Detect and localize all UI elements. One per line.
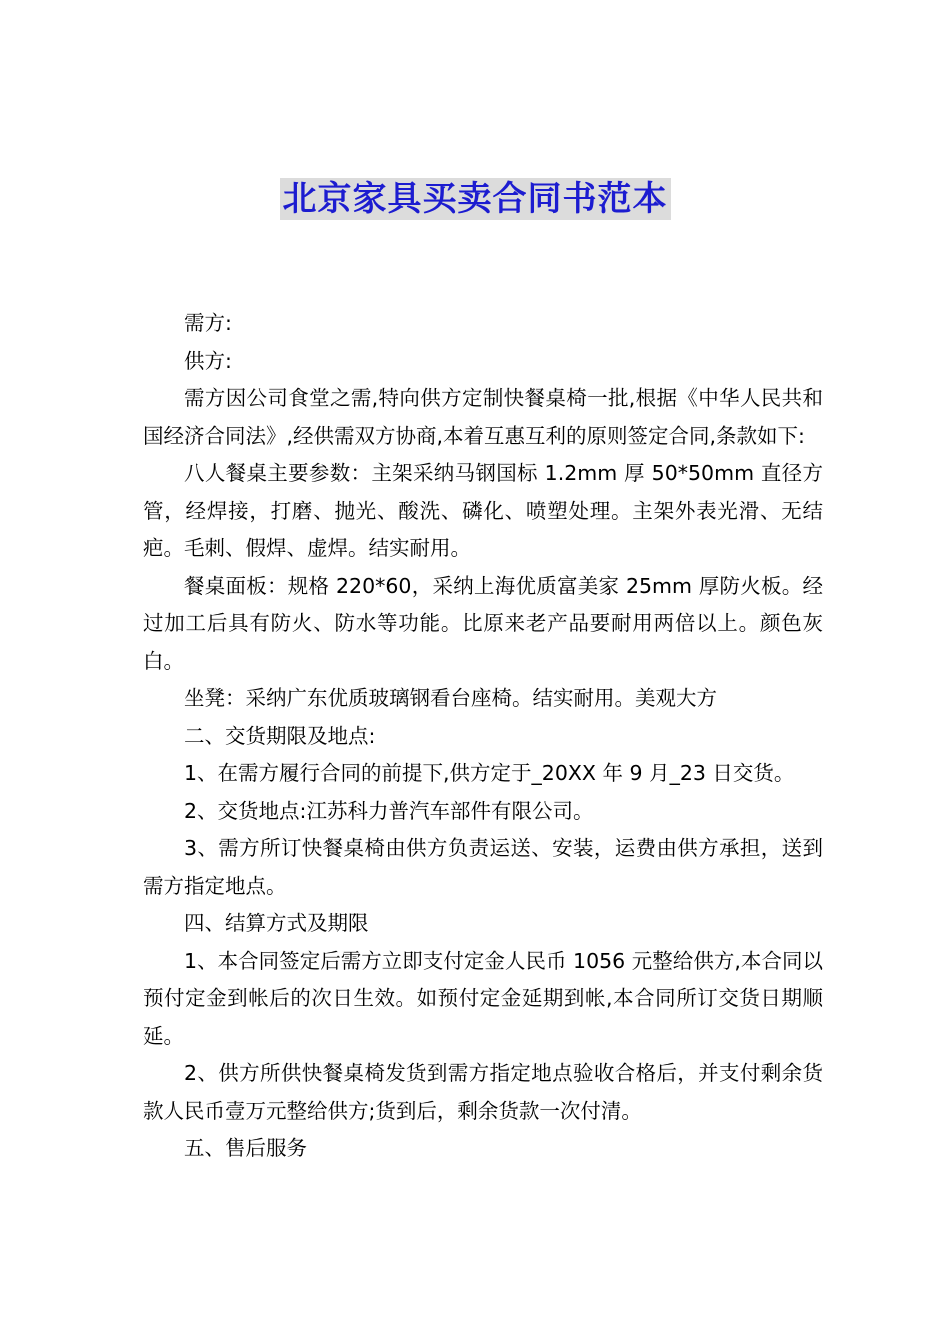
paragraph-delivery-transport: 3、需方所订快餐桌椅由供方负责运送、安装，运费由供方承担，送到需方指定地点。 [143,836,823,898]
paragraph-seats: 坐凳：采纳广东优质玻璃钢看台座椅。结实耐用。美观大方 [184,686,717,710]
title-container [0,178,950,220]
section-heading-after-sales: 五、售后服务 [184,1136,307,1160]
paragraph-delivery-location: 2、交货地点:江苏科力普汽车部件有限公司。 [184,798,594,823]
paragraph-supplier: 供方: [184,348,232,373]
section-heading-settlement: 四、结算方式及期限 [184,911,369,935]
paragraph-delivery-date: 1、在需方履行合同的前提下,供方定于_20XX 年 9 月_23 日交货。 [184,761,795,785]
document-title: 北京家具买卖合同书范本 [280,178,671,220]
paragraph-demander: 需方: [184,311,232,335]
paragraph-deposit: 1、本合同签定后需方立即支付定金人民币 1056 元整给供方,本合同以预付定金到帐后的次日生效。如预付定金延期到帐,本合同所订交货日期顺延。 [143,948,823,1048]
paragraph-table-top: 餐桌面板：规格 220*60，采纳上海优质富美家 25mm 厚防火板。经过加工后具有防火、防水等功能。比原来老产品要耐用两倍以上。颜色灰白。 [143,573,823,673]
document-body [143,305,823,1168]
paragraph-balance: 2、供方所供快餐桌椅发货到需方指定地点验收合格后，并支付剩余货款人民币壹万元整给供方;货到后，剩余货款一次付清。 [143,1061,823,1123]
paragraph-preamble: 需方因公司食堂之需,特向供方定制快餐桌椅一批,根据《中华人民共和国经济合同法》,经供需双方协商,本着互惠互利的原则签定合同,条款如下: [143,386,823,448]
paragraph-table-specs: 八人餐桌主要参数：主架采纳马钢国标 1.2mm 厚 50*50mm 直径方管，经焊接，打磨、抛光、酸洗、磷化、喷塑处理。主架外表光滑、无结疤。毛刺、假焊、虚焊。结实耐用。 [143,461,823,560]
section-heading-delivery: 二、交货期限及地点: [184,723,376,748]
